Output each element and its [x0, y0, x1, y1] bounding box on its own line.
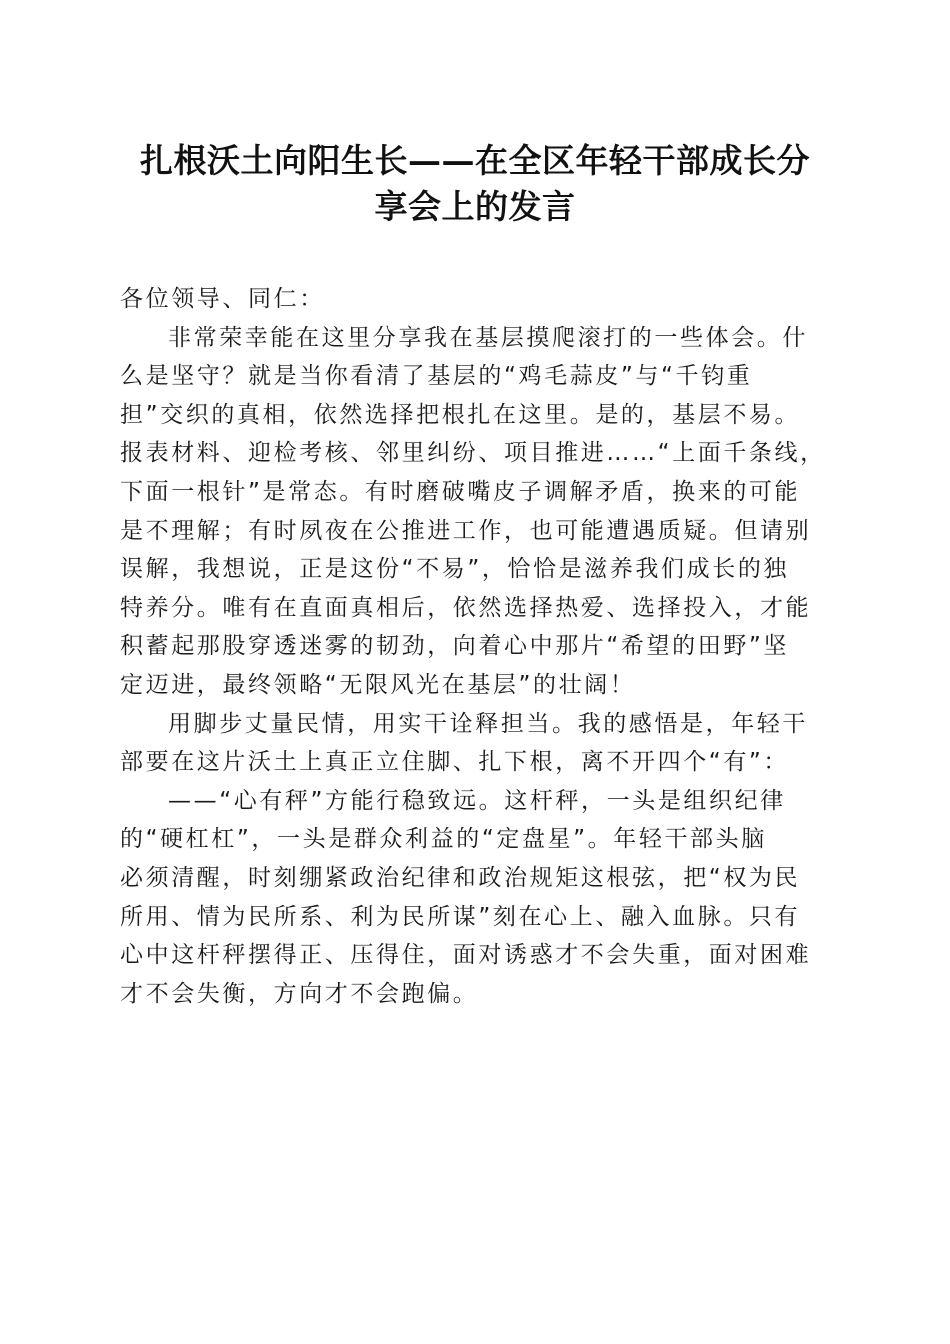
paragraph-line: ——“心有秤”方能行稳致远。这杆秤，一头是组织纪律 [168, 787, 786, 814]
paragraph-line: 所用、情为民所系、利为民所谋”刻在心上、融入血脉。只有 [120, 903, 801, 930]
paragraph-line: 的“硬杠杠”，一头是群众利益的“定盘星”。年轻干部头脑 [120, 826, 767, 853]
paragraph-3 [120, 782, 835, 1014]
paragraph-line: 才不会失衡，方向才不会跑偏。 [120, 980, 479, 1007]
paragraph-line: 误解，我想说，正是这份“不易”，恰恰是滋养我们成长的独 [120, 556, 790, 583]
paragraph-line: 心中这杆秤摆得正、压得住，面对诱惑才不会失重，面对困难 [120, 942, 812, 969]
paragraph-line: 积蓄起那股穿透迷雾的韧劲，向着心中那片“希望的田野”坚 [120, 633, 790, 660]
paragraph-2 [120, 705, 835, 782]
paragraph-line: 部要在这片沃土上真正立住脚、扎下根，离不开四个“有”： [120, 749, 790, 776]
salutation: 各位领导、同仁： [120, 286, 325, 312]
paragraph-1 [120, 319, 835, 705]
paragraph-line: 担”交织的真相，依然选择把根扎在这里。是的，基层不易。 [120, 401, 801, 428]
paragraph-line: 必须清醒，时刻绷紧政治纪律和政治规矩这根弦，把“权为民 [120, 864, 801, 891]
title-line-1: 扎根沃土向阳生长——在全区年轻干部成长分 [140, 141, 810, 180]
paragraph-line: 定迈进，最终领略“无限风光在基层”的壮阔！ [120, 671, 636, 698]
title-line-2: 享会上的发言 [374, 187, 576, 226]
paragraph-line: 是不理解；有时夙夜在公推进工作，也可能遭遇质疑。但请别 [120, 517, 812, 544]
paragraph-line: 非常荣幸能在这里分享我在基层摸爬滚打的一些体会。什 [168, 324, 808, 351]
paragraph-line: 么是坚守？就是当你看清了基层的“鸡毛蒜皮”与“千钧重 [120, 363, 753, 390]
document-body [120, 280, 835, 1013]
document-title [100, 138, 850, 230]
paragraph-line: 报表材料、迎检考核、邻里纠纷、项目推进……“上面千条线， [120, 440, 826, 467]
paragraph-line: 用脚步丈量民情，用实干诠释担当。我的感悟是，年轻干 [168, 710, 808, 737]
paragraph-line: 特养分。唯有在直面真相后，依然选择热爱、选择投入，才能 [120, 594, 812, 621]
paragraph-line: 下面一根针”是常态。有时磨破嘴皮子调解矛盾，换来的可能 [120, 478, 801, 505]
